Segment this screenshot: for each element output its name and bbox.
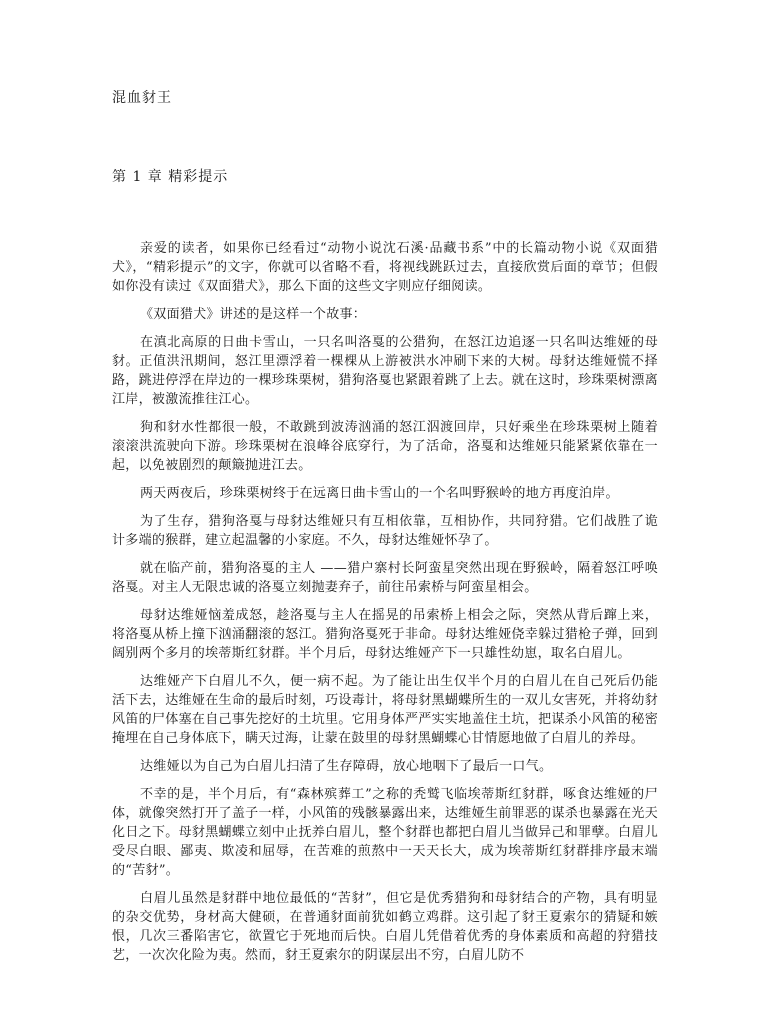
paragraph: 达维娅以为自己为白眉儿扫清了生存障碍，放心地咽下了最后一口气。 bbox=[140, 759, 553, 774]
paragraph: 狗和豺水性都很一般，不敢跳到波涛汹涌的怒江泅渡回岸，只好乘坐在珍珠栗树上随着滚滚洪流驶向下游。珍珠栗树在浪峰谷底穿行，为了活命，洛戛和达维娅只能紧紧依靠在一起，以免被剧烈的颠簸抛进江去。 bbox=[112, 420, 658, 473]
paragraph: 为了生存，猎狗洛戛与母豺达维娅只有互相依靠，互相协作，共同狩猎。它们战胜了诡计多端的猴群，建立起温馨的小家庭。不久，母豺达维娅怀孕了。 bbox=[112, 514, 658, 548]
paragraph: 两天两夜后，珍珠栗树终于在远离日曲卡雪山的一个名叫野猴岭的地方再度泊岸。 bbox=[140, 486, 619, 501]
paragraph: 就在临产前，猎狗洛戛的主人 ——猎户寨村长阿蛮星突然出现在野猴岭，隔着怒江呼唤洛戛。对主人无限忠诚的洛戛立刻抛妻弃子，前往吊索桥与阿蛮星相会。 bbox=[112, 561, 658, 595]
paragraph: 《双面猎犬》讲述的是这样一个故事： bbox=[140, 307, 367, 322]
paragraph: 白眉儿虽然是豺群中地位最低的“苦豺”，但它是优秀猎狗和母豺结合的产物，具有明显的杂交优势，身材高大健硕，在普通豺面前犹如鹤立鸡群。这引起了豺王夏索尔的猜疑和嫉恨，几次三番陷害它，欲置它于死地而后快。白眉儿凭借着优秀的身体素质和高超的狩猎技艺，一次次化险为夷。然而，豺王夏索尔的阴谋层出不穷，白眉儿防不 bbox=[112, 891, 658, 963]
book-title: 混血豺王 bbox=[112, 90, 172, 106]
paragraph: 在滇北高原的日曲卡雪山，一只名叫洛戛的公猎狗，在怒江边追逐一只名叫达维娅的母豺。正值洪汛期间，怒江里漂浮着一棵棵从上游被洪水冲刷下来的大树。母豺达维娅慌不择路，跳进停浮在岸边的一棵珍珠栗树，猎狗洛戛也紧跟着跳了上去。就在这时，珍珠栗树漂离江岸，被激流推往江心。 bbox=[112, 335, 658, 407]
chapter-title: 第 1 章 精彩提示 bbox=[112, 169, 229, 185]
chapter-body bbox=[112, 239, 658, 974]
paragraph: 达维娅产下白眉儿不久，便一病不起。为了能让出生仅半个月的白眉儿在自己死后仍能活下去，达维娅在生命的最后时刻，巧设毒计，将母豺黑蝴蝶所生的一双儿女害死，并将幼豺风笛的尸体塞在自己事先挖好的土坑里。它用身体严严实实地盖住土坑，把谋杀小风笛的秘密掩埋在自己身体底下，瞒天过海，让蒙在鼓里的母豺黑蝴蝶心甘情愿地做了白眉儿的养母。 bbox=[112, 674, 658, 746]
paragraph: 亲爱的读者，如果你已经看过“动物小说沈石溪·品藏书系”中的长篇动物小说《双面猎犬》，“精彩提示”的文字，你就可以省略不看，将视线跳跃过去，直接欣赏后面的章节；但假如你没有读过《双面猎犬》，那么下面的这些文字则应仔细阅读。 bbox=[112, 241, 658, 294]
paragraph: 母豺达维娅恼羞成怒，趁洛戛与主人在摇晃的吊索桥上相会之际，突然从背后蹿上来，将洛戛从桥上撞下汹涌翻滚的怒江。猎狗洛戛死于非命。母豺达维娅侥幸躲过猎枪子弹，回到阔别两个多月的埃蒂斯红豺群。半个月后，母豺达维娅产下一只雄性幼崽，取名白眉儿。 bbox=[112, 608, 658, 661]
paragraph: 不幸的是，半个月后，有“森林殡葬工”之称的秃鹫飞临埃蒂斯红豺群，啄食达维娅的尸体，就像突然打开了盖子一样，小风笛的残骸暴露出来，达维娅生前罪恶的谋杀也暴露在光天化日之下。母豺黑蝴蝶立刻中止抚养白眉儿，整个豺群也都把白眉儿当做异己和罪孽。白眉儿受尽白眼、鄙夷、欺凌和屈辱，在苦难的煎熬中一天天长大，成为埃蒂斯红豺群排序最末端的“苦豺”。 bbox=[112, 787, 658, 878]
